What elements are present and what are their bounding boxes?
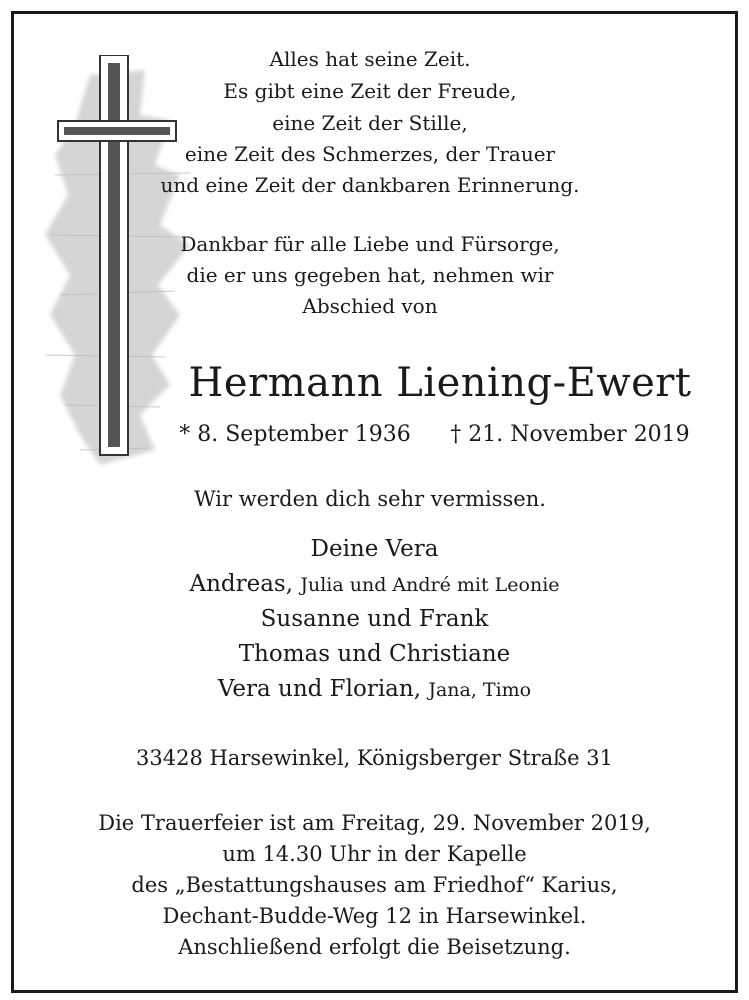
poem-line: Alles hat seine Zeit. [269,47,471,71]
poem-line: und eine Zeit der dankbaren Erinnerung. [160,173,580,197]
address: 33428 Harsewinkel, Königsberger Straße 31 [136,746,613,770]
mourner-line [0,676,749,702]
funeral-line: Die Trauerfeier ist am Freitag, 29. November 2019, [98,811,651,835]
deceased-name: Hermann Liening-Ewert [188,360,692,406]
funeral-line: Dechant-Budde-Weg 12 in Harsewinkel. [162,904,587,928]
mourner-line: Deine Vera [310,536,439,562]
mourner-line: Susanne und Frank [260,606,489,632]
funeral-line: Anschließend erfolgt die Beisetzung. [178,935,571,959]
funeral-line: um 14.30 Uhr in der Kapelle [222,842,527,866]
poem-line: Es gibt eine Zeit der Freude, [223,79,517,103]
mourner-small: Jana, Timo [428,679,532,701]
intro-line: Abschied von [302,294,438,318]
intro-line: Dankbar für alle Liebe und Fürsorge, [180,232,560,256]
intro-line: die er uns gegeben hat, nehmen wir [186,263,554,287]
mourner-small: Julia und André mit Leonie [300,574,560,596]
farewell-message: Wir werden dich sehr vermissen. [194,487,546,511]
mourner-main: Vera und Florian, [217,676,422,702]
birth-date: * 8. September 1936 [179,422,411,447]
mourner-line [0,571,749,597]
mourner-main: Andreas, [189,571,294,597]
mourner-line: Thomas und Christiane [238,641,511,667]
poem-line: eine Zeit des Schmerzes, der Trauer [184,142,556,166]
poem-line: eine Zeit der Stille, [272,111,468,135]
death-date: † 21. November 2019 [450,422,690,447]
funeral-line: des „Bestattungshauses am Friedhof“ Karius, [131,873,618,897]
